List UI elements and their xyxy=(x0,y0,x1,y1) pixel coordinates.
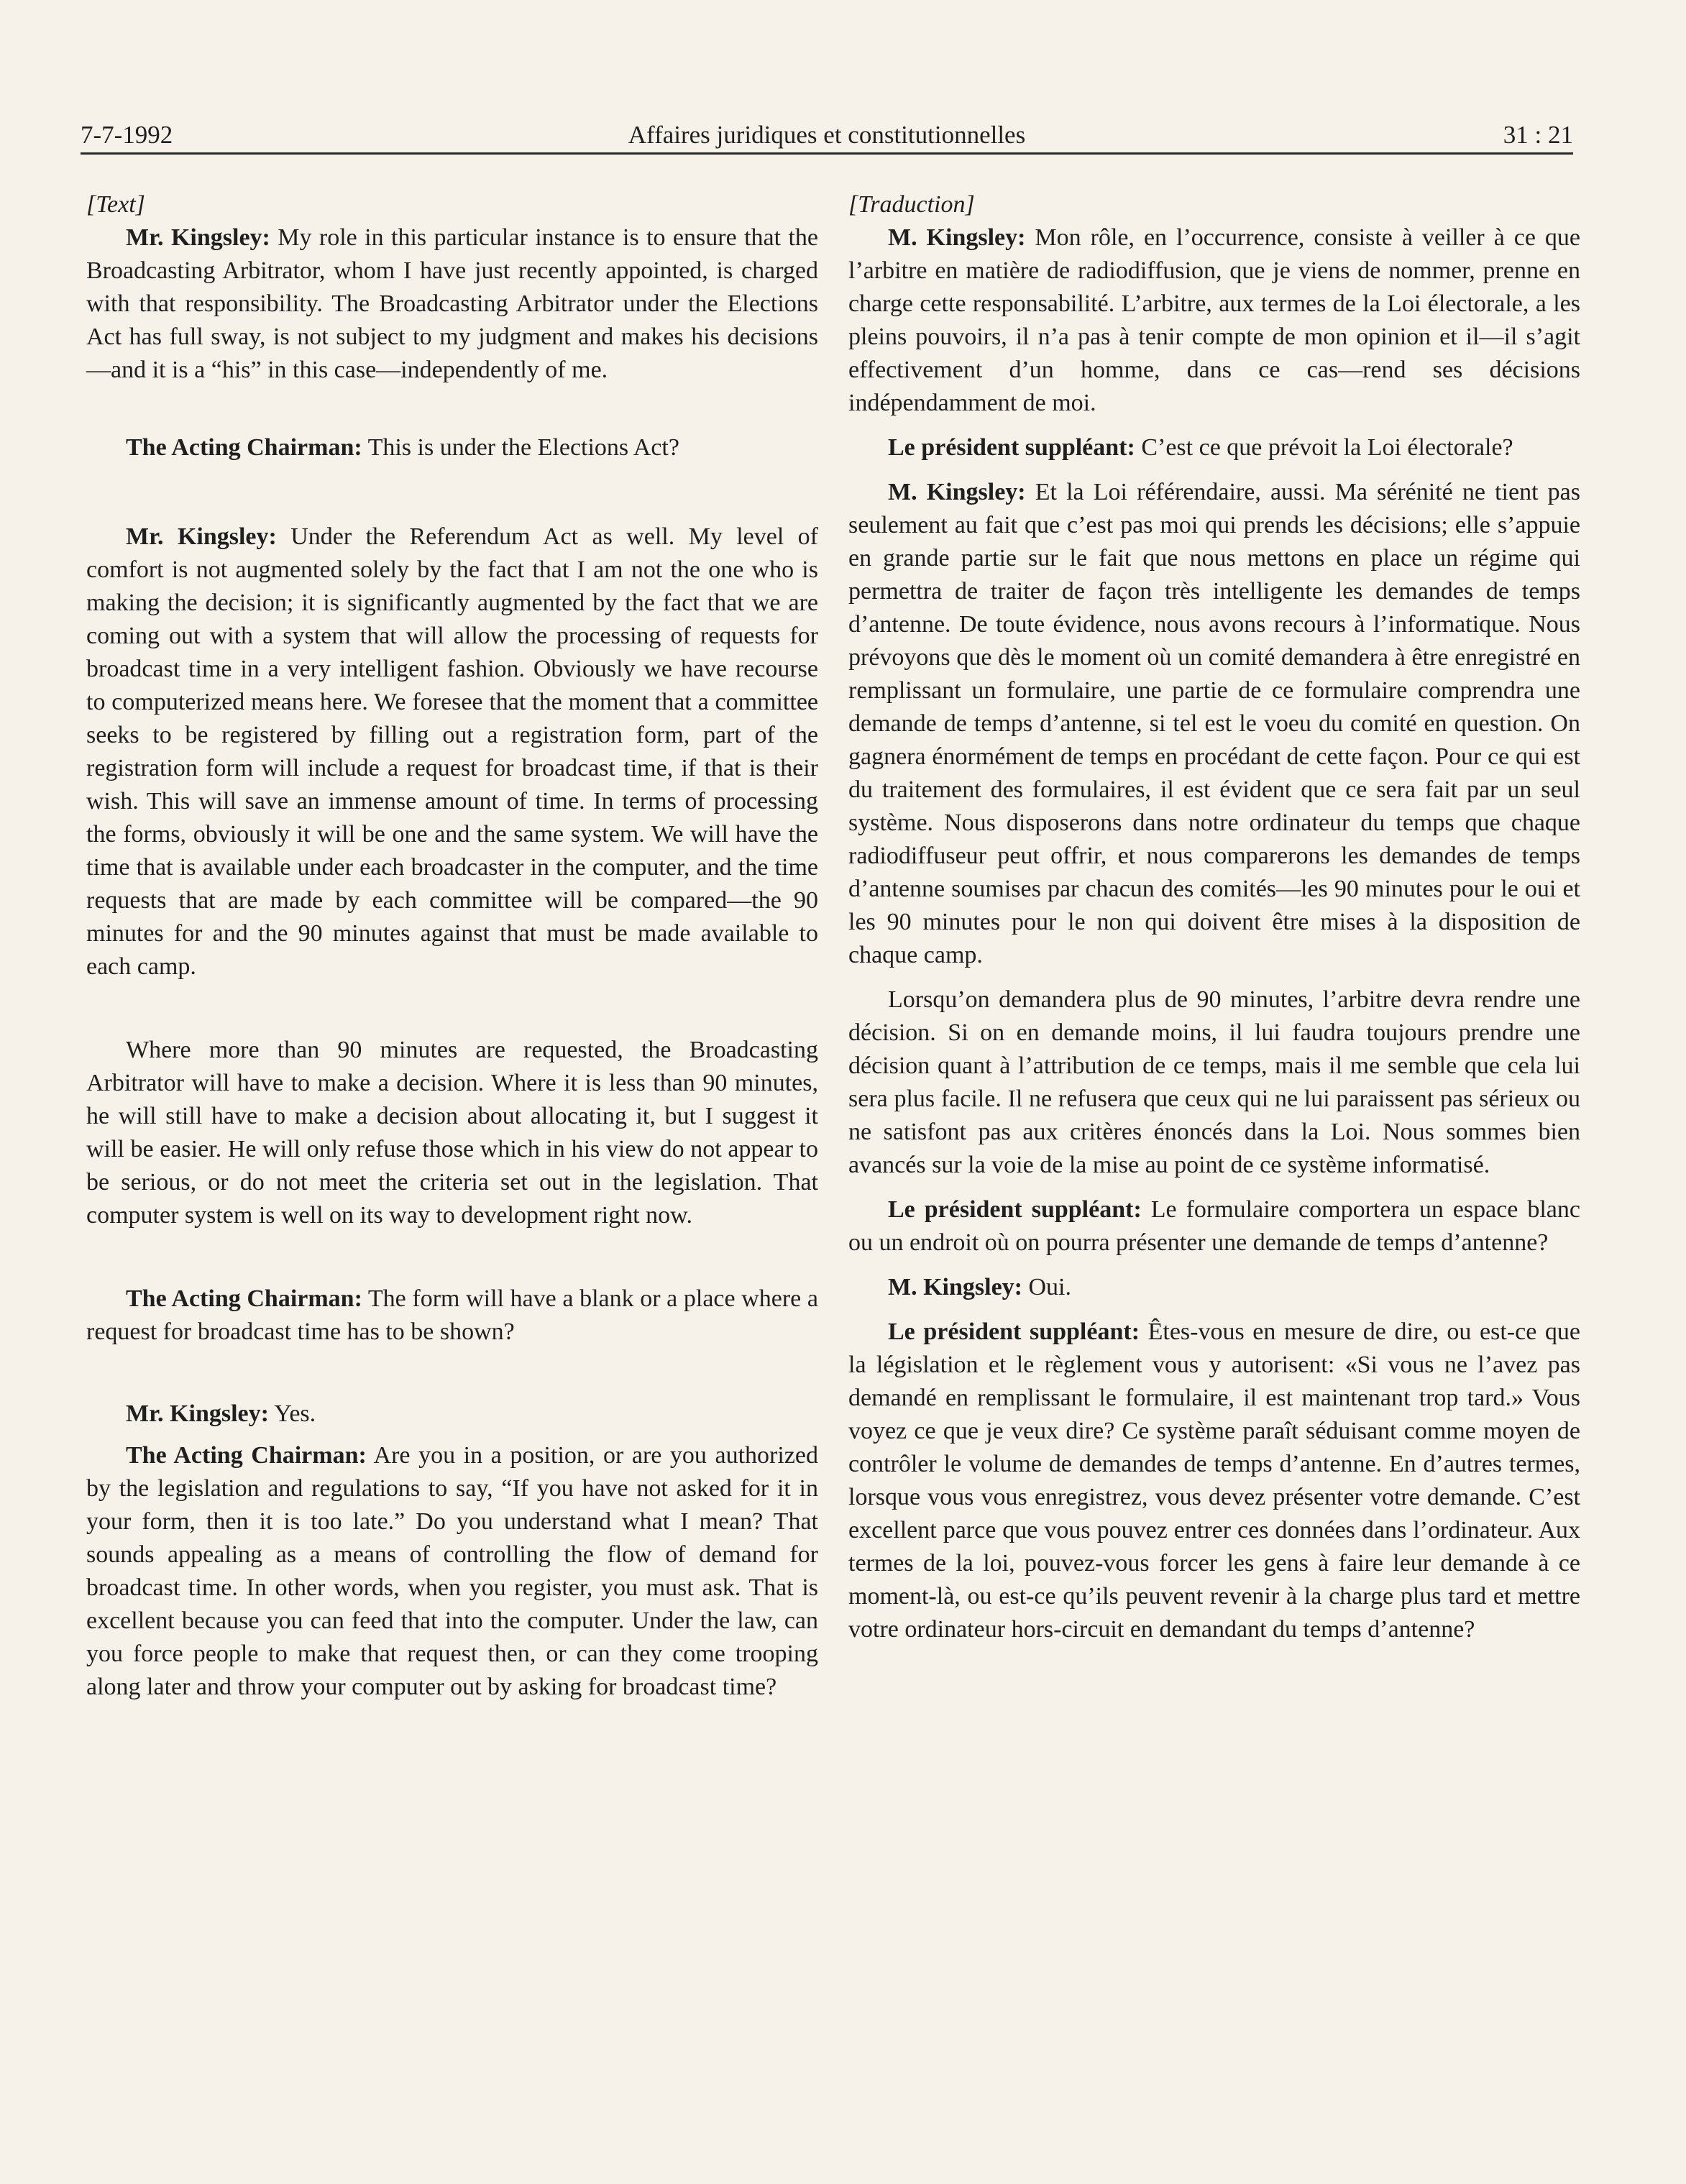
french-column xyxy=(848,188,1580,1646)
paragraph-text: My role in this particular instance is to ensure that the Broadcasting Arbitrator, whom I have just recently appointed, is charged with that responsibility. The Broadcasting Arbitrator under the Elections Act has full sway, is not subject to my judgment and makes his decisions—and it is a “his” in this case—independently of me. xyxy=(86,224,818,383)
paragraph xyxy=(86,221,818,387)
paragraph xyxy=(86,520,818,983)
speaker-name: Le président suppléant: xyxy=(888,1318,1140,1345)
paragraph xyxy=(848,1193,1580,1260)
paragraph-text: Êtes-vous en mesure de dire, ou est-ce que la législation et le règlement vous y autorisent: «Si vous ne l’avez pas demandé en remplissant le formulaire, il est maintenant trop tard.» Vous voyez ce que je veux dire? Ce système paraît séduisant comme moyen de contrôler le volume de demandes de temps d’antenne. En d’autres termes, lorsque vous vous enregistrez, vous devez présenter votre demande. C’est excellent parce que vous pouvez entrer ces données dans l’ordinateur. Aux termes de la loi, pouvez-vous forcer les gens à faire leur demande à ce moment-là, ou est-ce qu’ils peuvent revenir à la charge plus tard et mettre votre ordinateur hors-circuit en demandant du temps d’antenne? xyxy=(848,1318,1580,1643)
paragraph xyxy=(86,1439,818,1704)
paragraph xyxy=(86,431,818,464)
speaker-name: The Acting Chairman: xyxy=(126,1285,362,1312)
header-date: 7-7-1992 xyxy=(81,121,173,149)
speaker-name: Mr. Kingsley: xyxy=(126,523,277,550)
speaker-name: Mr. Kingsley: xyxy=(126,224,270,251)
speaker-name: M. Kingsley: xyxy=(888,479,1026,505)
paragraph-text: This is under the Elections Act? xyxy=(362,434,679,461)
english-column xyxy=(86,188,818,1704)
header-title: Affaires juridiques et constitutionnelles xyxy=(628,121,1026,149)
paragraph xyxy=(86,1398,818,1431)
paragraph-text: The form will have a blank or a place where a request for broadcast time has to be shown? xyxy=(86,1285,818,1345)
speaker-name: Mr. Kingsley: xyxy=(126,1400,269,1427)
paragraph-text: Yes. xyxy=(268,1400,316,1427)
paragraph-text: C’est ce que prévoit la Loi électorale? xyxy=(1135,434,1513,461)
paragraph xyxy=(848,431,1580,464)
paragraph xyxy=(848,476,1580,972)
paragraph xyxy=(848,983,1580,1182)
paragraph xyxy=(86,1034,818,1232)
paragraph-text: Et la Loi référendaire, aussi. Ma sérénité ne tient pas seulement au fait que c’est pas moi qui prends les décisions; elle s’appuie en grande partie sur le fait que nous mettons en place un régime qui permettra de traiter de façon très intelligente les demandes de temps d’antenne. De toute évidence, nous avons recours à l’informatique. Nous prévoyons que dès le moment où un comité demandera à être enregistré en remplissant un formulaire, une partie de ce formulaire comprendra une demande de temps d’antenne, si tel est le voeu du comité en question. On gagnera énormément de temps en procédant de cette façon. Pour ce qui est du traitement des formulaires, il est évident que ce sera fait par un seul système. Nous disposerons dans notre ordinateur du temps que chaque radiodiffuseur peut offrir, et nous comparerons les demandes de temps d’antenne soumises par chacun des comités—les 90 minutes pour le oui et les 90 minutes pour le non qui doivent être mises à la disposition de chaque camp. xyxy=(848,479,1581,968)
speaker-name: The Acting Chairman: xyxy=(126,1442,367,1469)
paragraph-text: Oui. xyxy=(1022,1274,1071,1300)
speaker-name: M. Kingsley: xyxy=(888,224,1026,251)
language-tag: [Traduction] xyxy=(848,191,975,218)
paragraph xyxy=(848,221,1580,420)
speaker-name: The Acting Chairman: xyxy=(126,434,362,461)
speaker-name: M. Kingsley: xyxy=(888,1274,1022,1300)
paragraph xyxy=(86,1283,818,1349)
paragraph xyxy=(848,1271,1580,1304)
language-tag: [Text] xyxy=(86,191,145,218)
paragraph-text: Are you in a position, or are you authorized by the legislation and regulations to say, “If you have not asked for it in your form, then it is too late.” Do you understand what I mean? That sounds appealing as a means of controlling the flow of demand for broadcast time. In other words, when you register, you must ask. That is excellent because you can feed that into the computer. Under the law, can you force people to make that request then, or can they come trooping along later and throw your computer out by asking for broadcast time? xyxy=(86,1442,818,1700)
speaker-name: Le président suppléant: xyxy=(888,1196,1142,1223)
paragraph-text: Le formulaire comportera un espace blanc ou un endroit où on pourra présenter une demande de temps d’antenne? xyxy=(848,1196,1580,1256)
paragraph xyxy=(848,1316,1580,1646)
page-header xyxy=(81,119,1573,155)
speaker-name: Le président suppléant: xyxy=(888,434,1135,461)
paragraph-text: Under the Referendum Act as well. My level of comfort is not augmented solely by the fact that I am not the one who is making the decision; it is significantly augmented by the fact that we are coming out with a system that will allow the processing of requests for broadcast time in a very intelligent fashion. Obviously we have recourse to computerized means here. We foresee that the moment that a committee seeks to be registered by filling out a registration form, part of the registration form will include a request for broadcast time, if that is their wish. This will save an immense amount of time. In terms of processing the forms, obviously it will be one and the same system. We will have the time that is available under each broadcaster in the computer, and the time requests that are made by each committee will be compared—the 90 minutes for and the 90 minutes against that must be made available to each camp. xyxy=(86,523,819,980)
paragraph-text: Lorsqu’on demandera plus de 90 minutes, l’arbitre devra rendre une décision. Si on en demande moins, il lui faudra toujours prendre une décision quant à l’attribution de ce temps, mais il me semble que cela lui sera plus facile. Il ne refusera que ceux qui ne lui paraissent pas sérieux ou ne satisfont pas aux critères énoncés dans la Loi. Nous sommes bien avancés sur la voie de la mise au point de ce système informatisé. xyxy=(848,986,1580,1178)
paragraph-text: Where more than 90 minutes are requested, the Broadcasting Arbitrator will have to make a decision. Where it is less than 90 minutes, he will still have to make a decision about allocating it, but I suggest it will be easier. He will only refuse those which in his view do not appear to be serious, or do not meet the criteria set out in the legislation. That computer system is well on its way to development right now. xyxy=(86,1037,818,1229)
header-page-number: 31 : 21 xyxy=(1503,121,1573,149)
paragraph-text: Mon rôle, en l’occurrence, consiste à veiller à ce que l’arbitre en matière de radiodiffusion, que je viens de nommer, prenne en charge cette responsabilité. L’arbitre, aux termes de la Loi électorale, a les pleins pouvoirs, il n’a pas à tenir compte de mon opinion et il—il s’agit effectivement d’un homme, dans ce cas—rend ses décisions indépendamment de moi. xyxy=(848,224,1580,416)
